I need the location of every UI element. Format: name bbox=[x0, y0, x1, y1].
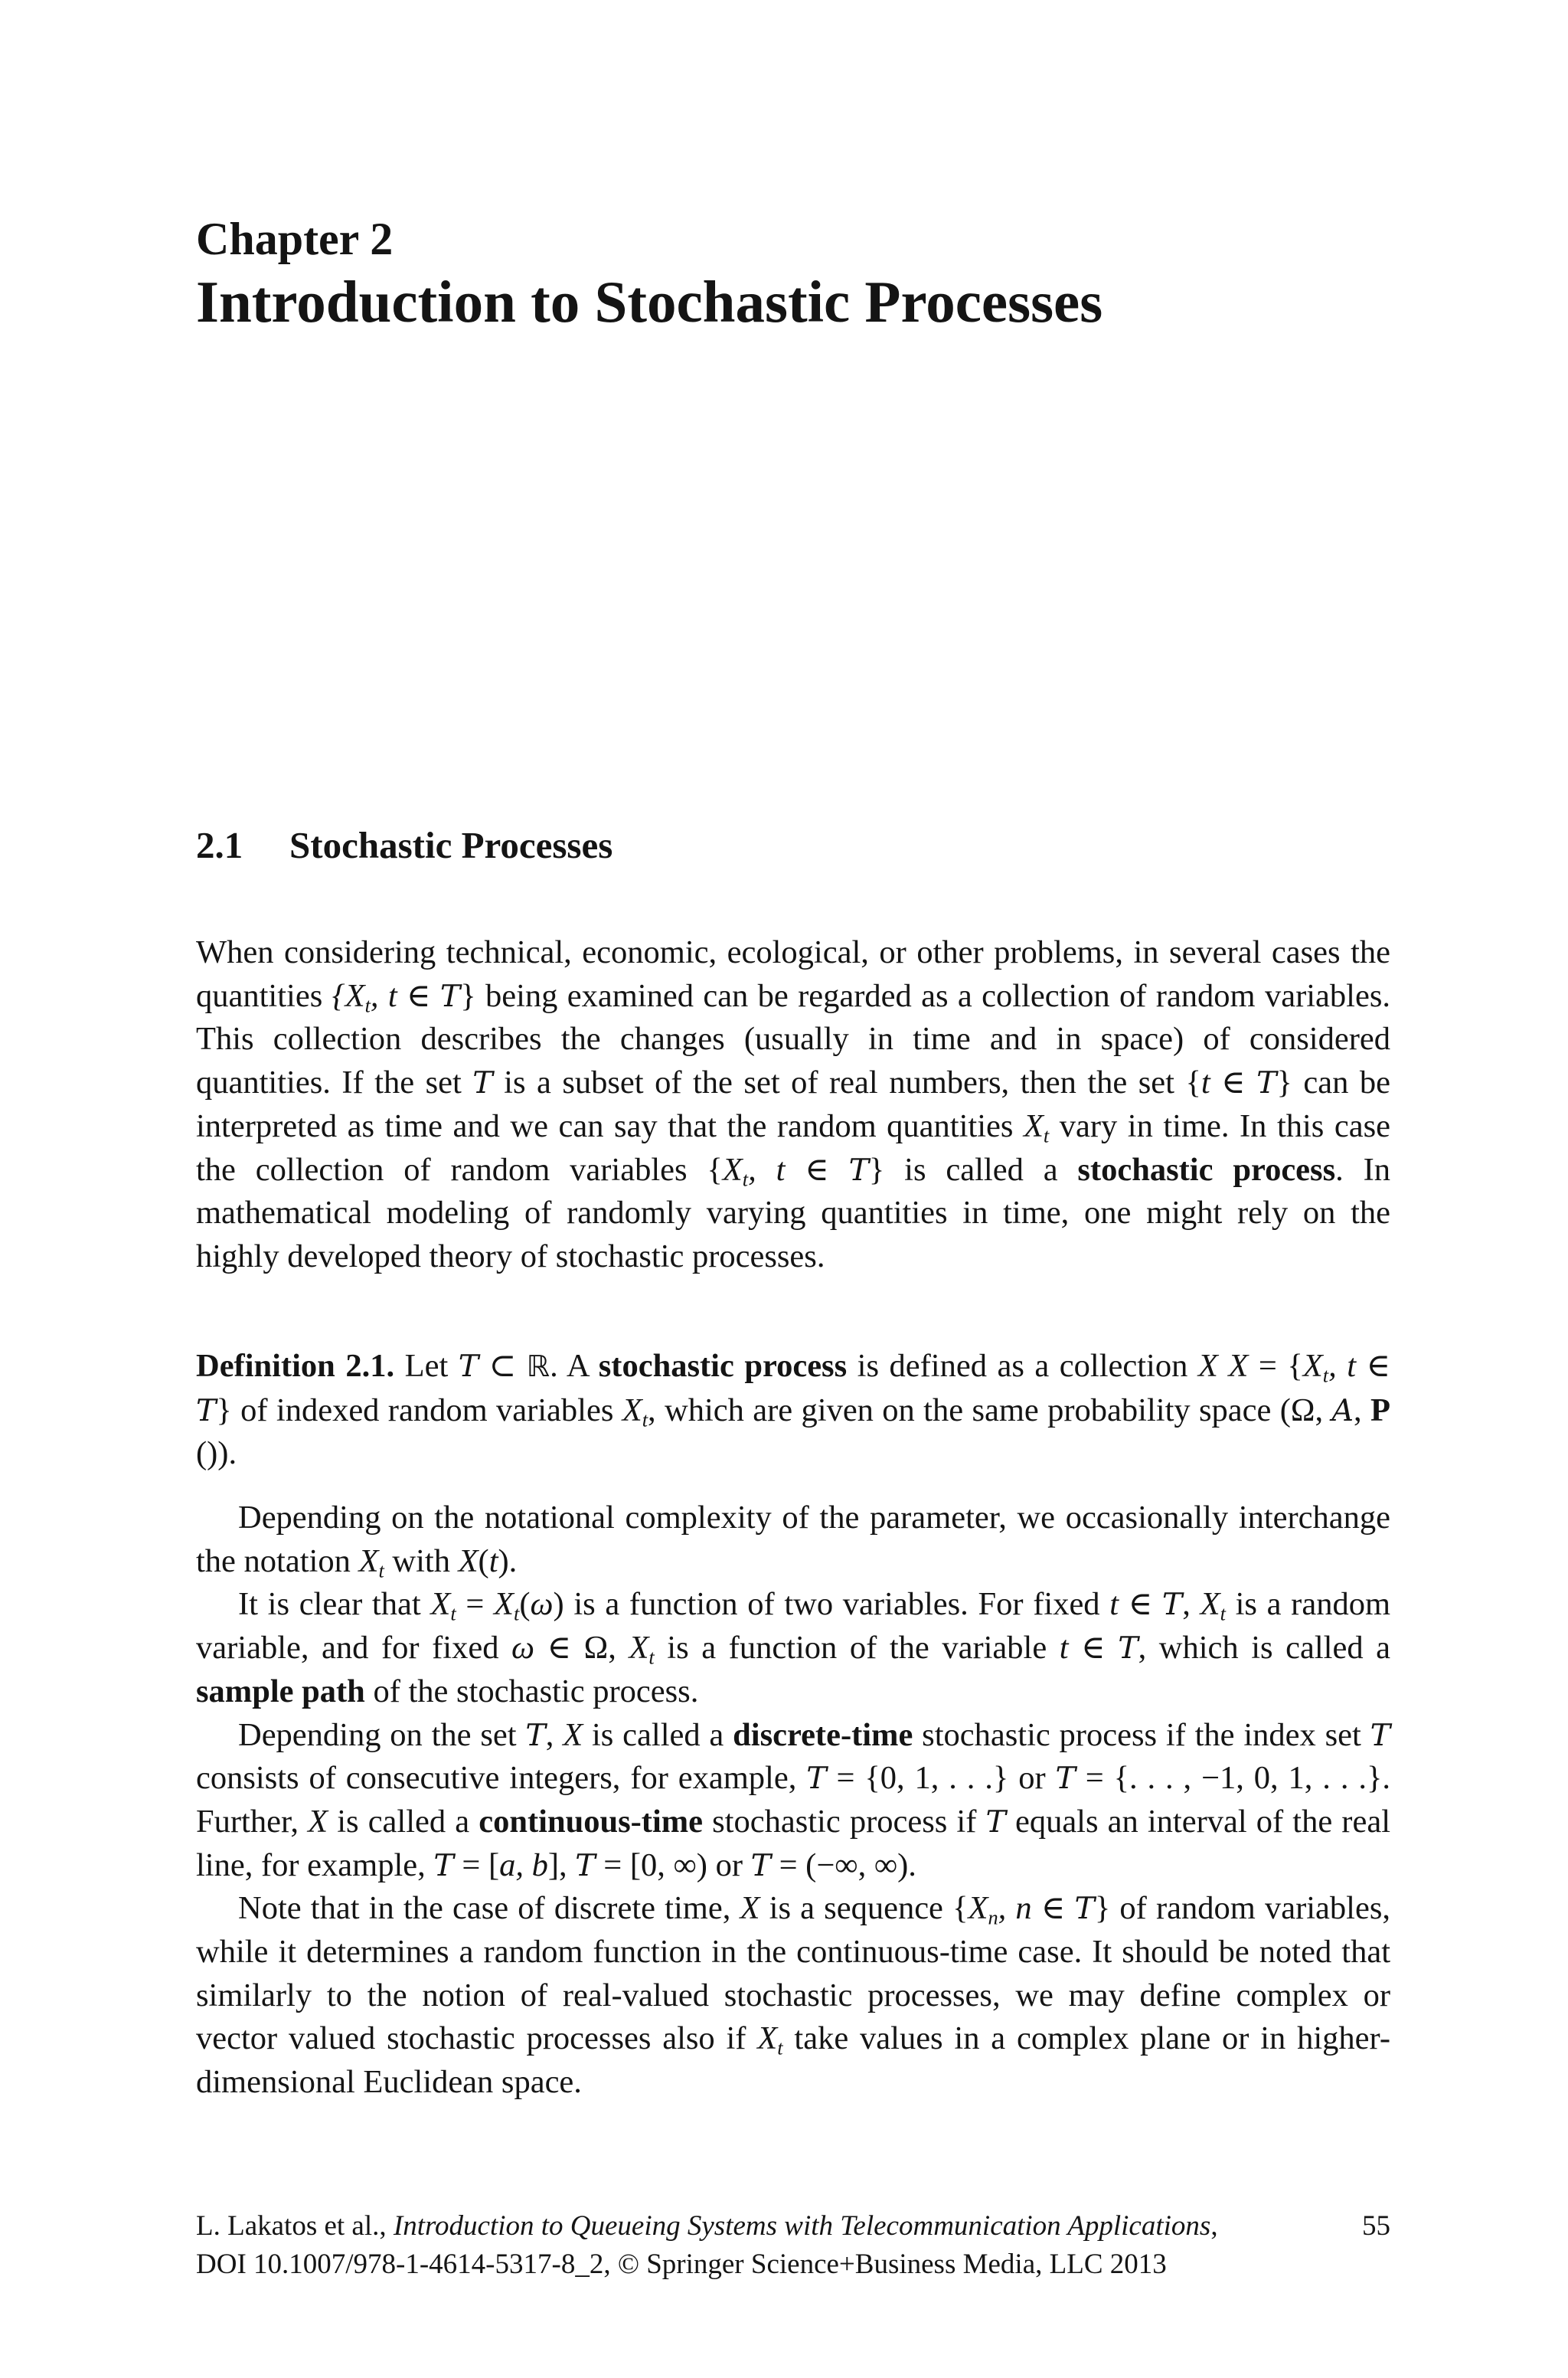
chapter-title: Introduction to Stochastic Processes bbox=[196, 269, 1103, 335]
intro-paragraph: When considering technical, economic, ecological, or other problems, in several cases the quantities {$X_t$, t ∈ T} being examined can be regarded as a collection of random variables. This collection describes the changes (usually in time and in space) of considered quantities. If the set T is a subset of the set of real numbers, then the set {t ∈ T} can be interpreted as time and we can say that the random quantities $X_t$ vary in time. In this case the collection of random variables {$X_t$, t ∈ T} is called a stochastic process. In mathematical modeling of randomly varying quantities in time, one might rely on the highly developed theory of stochastic processes. bbox=[196, 934, 1391, 1274]
term-stochastic-process: stochastic process bbox=[1077, 1151, 1336, 1188]
paragraph-notation: Depending on the notational complexity of the parameter, we occasionally interchange the notation $X_t$ with X(t). bbox=[196, 1500, 1390, 1582]
term-sample-path: sample path bbox=[196, 1673, 365, 1709]
section-number: 2.1 bbox=[196, 824, 243, 866]
footer-doi: DOI 10.1007/978-1-4614-5317-8_2, © Springer Science+Business Media, LLC 2013 bbox=[196, 2249, 1167, 2280]
section-title: Stochastic Processes bbox=[289, 824, 613, 866]
book-title: Introduction to Queueing Systems with Telecommunication Applications bbox=[393, 2210, 1211, 2242]
body-paragraphs bbox=[196, 1496, 1390, 2105]
definition-label: Definition 2.1. bbox=[196, 1348, 395, 1384]
page-number: 55 bbox=[1362, 2210, 1390, 2242]
definition-block: Definition 2.1. Let T ⊂ ℝ. A stochastic process is defined as a collection X $X = \{X_t$, t ∈ T} of indexed random variables $X_t$, which are given on the same probability space (Ω, A, P ()). bbox=[196, 1348, 1391, 1472]
paragraph-discrete-sequence: Note that in the case of discrete time, X is a sequence {$X_n$, n ∈ T} of random variables, while it determines a random function in the continuous-time case. It should be noted that similarly to the notion of real-valued stochastic processes, we may define complex or vector valued stochastic processes also if $X_t$ take values in a complex plane or in higher-dimensional Euclidean space. bbox=[196, 1890, 1390, 2101]
paragraph-sample-path: It is clear that $X_t = X_t(\omega)$ is a function of two variables. For fixed t ∈ T, $X_t$ is a random variable, and for fixed ω ∈ Ω, $X_t$ is a function of the variable t ∈ T, which is called a sample path of the stochastic process. bbox=[196, 1586, 1391, 1709]
footer-citation: L. Lakatos et al., Introduction to Queueing Systems with Telecommunication Applications, bbox=[196, 2210, 1218, 2242]
term-continuous-time: continuous-time bbox=[479, 1803, 704, 1840]
chapter-label: Chapter 2 bbox=[196, 214, 394, 264]
page-footer bbox=[196, 2207, 1390, 2284]
section-heading bbox=[196, 823, 612, 867]
paragraph-discrete-continuous: Depending on the set T, X is called a discrete-time stochastic process if the index set T consists of consecutive integers, for example, T = {0, 1, . . .} or T = {. . . , −1, 0, 1, . . .}. Further, X is called a continuous-time stochastic process if T equals an interval of the real line, for example, T = [a, b], T = [0, ∞) or T = (−∞, ∞). bbox=[196, 1716, 1390, 1883]
term-discrete-time: discrete-time bbox=[733, 1716, 913, 1753]
